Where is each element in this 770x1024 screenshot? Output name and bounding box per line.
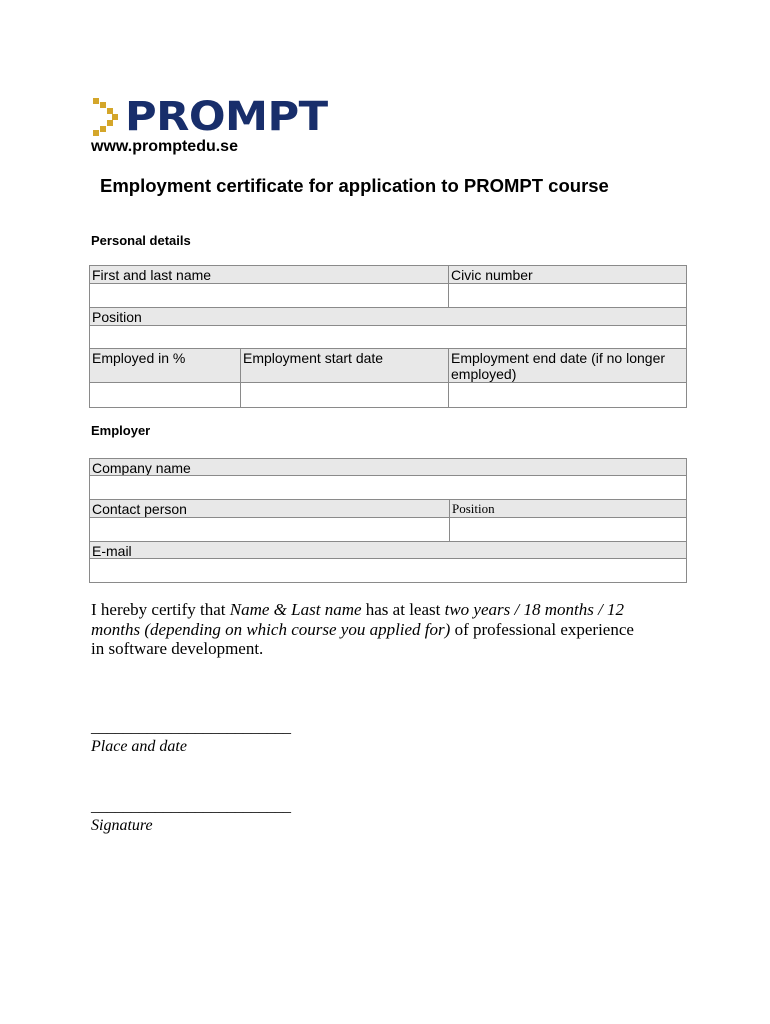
employment-end-date-label: Employment end date (if no longer employed) bbox=[448, 348, 687, 383]
employer-position-field[interactable] bbox=[449, 517, 687, 542]
company-name-field[interactable] bbox=[89, 475, 687, 500]
certify-part1: I hereby certify that bbox=[91, 600, 230, 619]
employed-percent-field[interactable] bbox=[89, 382, 241, 408]
employed-percent-label: Employed in % bbox=[89, 348, 241, 383]
employer-heading: Employer bbox=[91, 423, 151, 438]
contact-person-field[interactable] bbox=[89, 517, 450, 542]
website-url: www.promptedu.se bbox=[91, 138, 238, 155]
position-field[interactable] bbox=[89, 325, 687, 349]
civic-number-field[interactable] bbox=[448, 283, 687, 308]
page-title: Employment certificate for application to PROMPT course bbox=[100, 175, 609, 196]
personal-details-heading: Personal details bbox=[91, 233, 191, 248]
first-last-name-label: First and last name bbox=[89, 265, 449, 284]
certify-part2: has at least bbox=[361, 600, 445, 619]
certification-text bbox=[91, 600, 651, 659]
logo-chevron-icon bbox=[93, 98, 119, 136]
signature-label: Signature bbox=[91, 817, 153, 834]
first-last-name-field[interactable] bbox=[89, 283, 449, 308]
contact-person-label: Contact person bbox=[89, 499, 450, 518]
employment-start-date-label: Employment start date bbox=[240, 348, 449, 383]
logo-text: PROMPT bbox=[125, 94, 328, 140]
employment-end-date-field[interactable] bbox=[448, 382, 687, 408]
email-label: E-mail bbox=[89, 541, 687, 559]
company-name-label: Company name bbox=[89, 458, 687, 476]
certify-part3: of professional experience in software development. bbox=[91, 619, 634, 658]
signature-line: _________________________ bbox=[91, 798, 291, 815]
position-label: Position bbox=[89, 307, 687, 326]
duration-placeholder: two years / 18 months / 12 months (depending on which course you applied for) bbox=[91, 600, 625, 639]
name-placeholder: Name & Last name bbox=[229, 600, 362, 619]
place-date-line: _________________________ bbox=[91, 719, 291, 736]
place-date-label: Place and date bbox=[91, 738, 187, 755]
civic-number-label: Civic number bbox=[448, 265, 687, 284]
employer-position-label: Position bbox=[449, 499, 687, 518]
email-field[interactable] bbox=[89, 558, 687, 583]
employment-start-date-field[interactable] bbox=[240, 382, 449, 408]
prompt-logo bbox=[93, 94, 328, 140]
